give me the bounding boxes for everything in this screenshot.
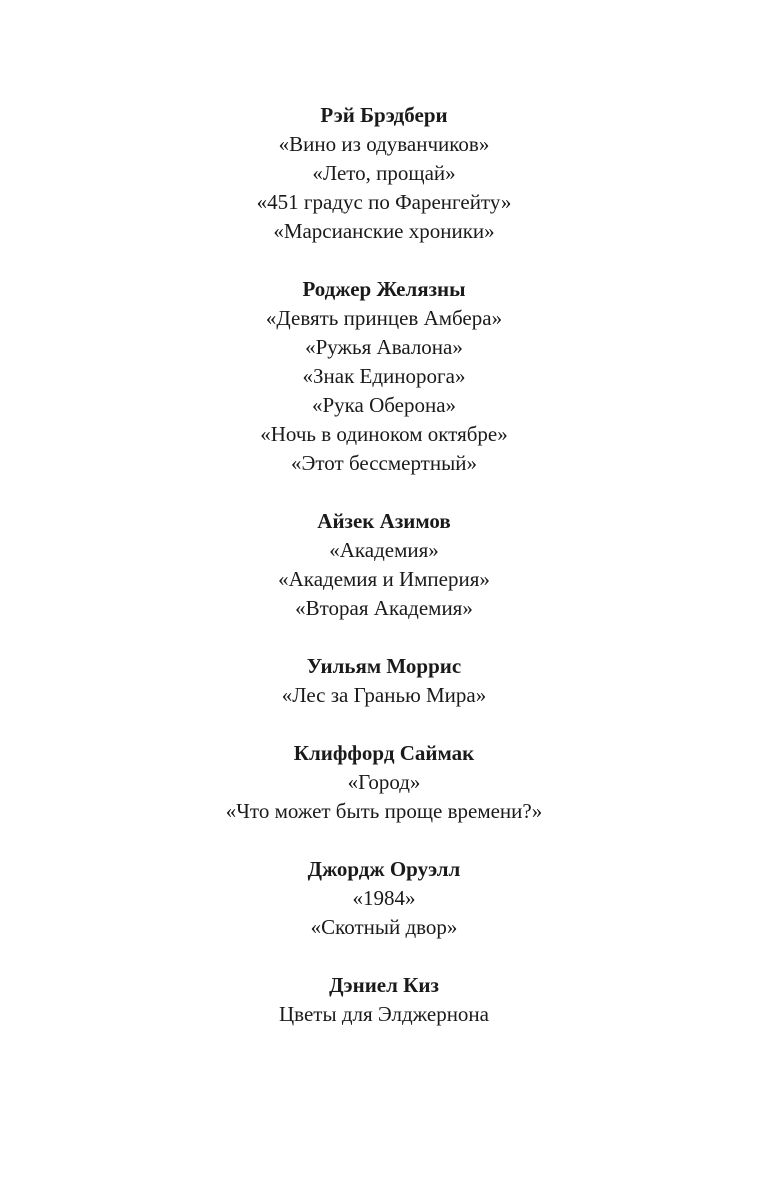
author-name: Рэй Брэдбери: [320, 103, 448, 127]
book-title: «Что может быть проще времени?»: [225, 799, 543, 823]
author-name: Клиффорд Саймак: [293, 741, 475, 765]
book-title: «Рука Оберона»: [311, 393, 457, 417]
author-group-simak: [0, 739, 768, 826]
author-group-asimov: [0, 507, 768, 623]
author-group-bradbury: [0, 101, 768, 246]
book-title: «Ночь в одиноком октябре»: [260, 422, 508, 446]
author-group-morris: [0, 652, 768, 710]
author-name: Айзек Азимов: [317, 509, 451, 533]
book-title: «Город»: [347, 770, 421, 794]
book-title: «Этот бессмертный»: [291, 451, 477, 475]
author-name: Роджер Желязны: [302, 277, 466, 301]
book-title: Цветы для Элджернона: [279, 1002, 489, 1026]
book-title: «Лес за Гранью Мира»: [281, 683, 487, 707]
author-group-zelazny: [0, 275, 768, 478]
author-name: Джордж Оруэлл: [307, 857, 461, 881]
book-title: «Вино из одуванчиков»: [278, 132, 490, 156]
book-list-page: [0, 101, 768, 1058]
book-title: «Вторая Академия»: [295, 596, 473, 620]
book-title: «Академия»: [329, 538, 439, 562]
book-title: «Девять принцев Амбера»: [265, 306, 503, 330]
book-title: «Марсианские хроники»: [273, 219, 495, 243]
author-group-keyes: [0, 971, 768, 1029]
book-title: «Академия и Империя»: [278, 567, 490, 591]
author-name: Уильям Моррис: [306, 654, 462, 678]
book-title: «Скотный двор»: [310, 915, 458, 939]
book-title: «Ружья Авалона»: [305, 335, 463, 359]
book-title: «1984»: [352, 886, 416, 910]
book-title: «Лето, прощай»: [312, 161, 456, 185]
author-group-orwell: [0, 855, 768, 942]
author-name: Дэниел Киз: [329, 973, 439, 997]
book-title: «451 градус по Фаренгейту»: [256, 190, 512, 214]
book-title: «Знак Единорога»: [302, 364, 466, 388]
